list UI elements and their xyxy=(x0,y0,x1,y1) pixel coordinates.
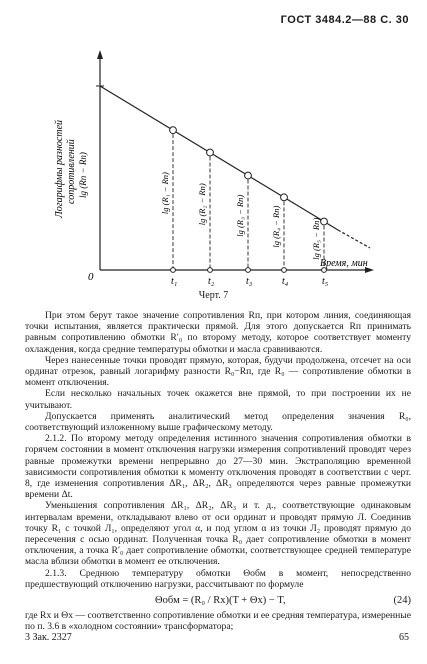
tick-label-3: t₃ xyxy=(246,276,253,287)
figure-caption: Черт. 7 xyxy=(198,290,229,301)
trend-line xyxy=(100,86,338,230)
axis-tick-1 xyxy=(171,268,176,273)
paragraph: Допускается применять аналитический метод определения значения R₀, соответствующий изложенному выше графическому методу. xyxy=(25,410,411,434)
y-axis-label-1: Логарифмы разностей xyxy=(54,119,65,218)
data-point-2 xyxy=(207,149,214,156)
axis-tick-4 xyxy=(282,268,287,273)
y-axis-arrow xyxy=(97,50,103,59)
x-axis-label: Время, мин xyxy=(320,258,368,269)
formula-number: (24) xyxy=(393,595,411,607)
definition: где Rх и Θх — соответственно сопротивление обмотки и ее средняя температура, измеренные по п. 3.6 в «холодном состоянии» трансформатора; xyxy=(25,610,411,633)
segment-label-3: lg (R₃ − Rп) xyxy=(235,194,245,237)
paragraph: Если несколько начальных точек окажется вне прямой, то при построении их не учитывают. xyxy=(25,388,411,411)
paragraph: При этом берут такое значение сопротивления Rп, при котором линия, соединяющая точки испытания, является практически прямой. Для этого допускается Rп принимать равным сопротивлению обмотки R′₀ по второму методу, которое соответствует моменту охлаждения, когда средние температуры обмотки и масла сравниваются. xyxy=(25,310,411,355)
figure-chart xyxy=(48,48,378,288)
page-footer xyxy=(25,632,409,643)
body-text xyxy=(25,310,411,633)
paragraph: Уменьшения сопротивления ΔR₁, ΔR₂, ΔR₃ и т. д., соответствующие одинаковым интервалам времени, откладывают влево от оси ординат и проводят прямую Л. Соединив точку R₁ с точкой Л₁, определяют угол α, и под углом α из точки Л₂ проводят прямую до пересечения с осью ординат. Полученная точка R₀ дает сопротивление обмотки в момент отключения, а точка R′₀ дает сопротивление обмотки, соответствующее средней температуре масла вблизи обмотки в момент ее отключения. xyxy=(25,500,411,568)
segment-label-5: lg (R₅ − Rп) xyxy=(311,217,321,260)
y-axis-label-3: lg (Rп − Rп) xyxy=(78,152,88,198)
tick-label-4: t₄ xyxy=(282,276,289,287)
tick-label-5: t₅ xyxy=(322,276,329,287)
axis-tick-3 xyxy=(246,268,251,273)
tick-label-2: t₂ xyxy=(208,276,215,287)
data-point-3 xyxy=(245,172,252,179)
footer-order: 3 Зак. 2327 xyxy=(25,632,72,643)
paragraph: 2.1.3. Среднюю температуру обмотки Θобм в момент, непосредственно предшествующий отключению нагрузки, рассчитывают по формуле xyxy=(25,567,411,590)
formula-expression: Θобм = (R₀ / Rх)(T + Θх) − T, xyxy=(155,595,286,607)
formula-24 xyxy=(25,595,411,606)
trend-line-extension xyxy=(338,230,370,248)
paragraph: 2.1.2. По второму методу определения истинного значения сопротивления обмотки в горячем состоянии в момент отключения нагрузки измерения сопротивлений проводят через равные промежутки времени непрерывно до 27—30 мин. Экстраполяцию временной зависимости сопротивления обмотки к моменту отключения проводят в соответствии с черт. 8, где изменения сопротивления ΔR₁, ΔR₂, ΔR₃ определяются через равные промежутки времени Δt. xyxy=(25,433,411,501)
data-point-4 xyxy=(281,194,288,201)
axis-tick-2 xyxy=(208,268,213,273)
origin-label: 0 xyxy=(88,271,94,283)
segment-label-1: lg (R₁ − Rп) xyxy=(160,172,170,215)
data-point-5 xyxy=(321,218,328,225)
segment-label-4: lg (R₄ − Rп) xyxy=(271,205,281,248)
y-axis-label-2: сопротивлений xyxy=(66,139,77,204)
page-header: ГОСТ 3484.2—88 С. 30 xyxy=(280,14,409,26)
data-point-1 xyxy=(170,127,177,134)
segment-label-2: lg (R₂ − Rп) xyxy=(197,183,207,226)
paragraph: Через нанесенные точки проводят прямую, которая, будучи продолжена, отсечет на оси ординат отрезок, равный логарифму разности R₀−Rп, где R₀ — сопротивление обмотки в момент отключения. xyxy=(25,354,411,389)
page-number: 65 xyxy=(399,632,409,643)
tick-label-1: t₁ xyxy=(171,276,178,287)
